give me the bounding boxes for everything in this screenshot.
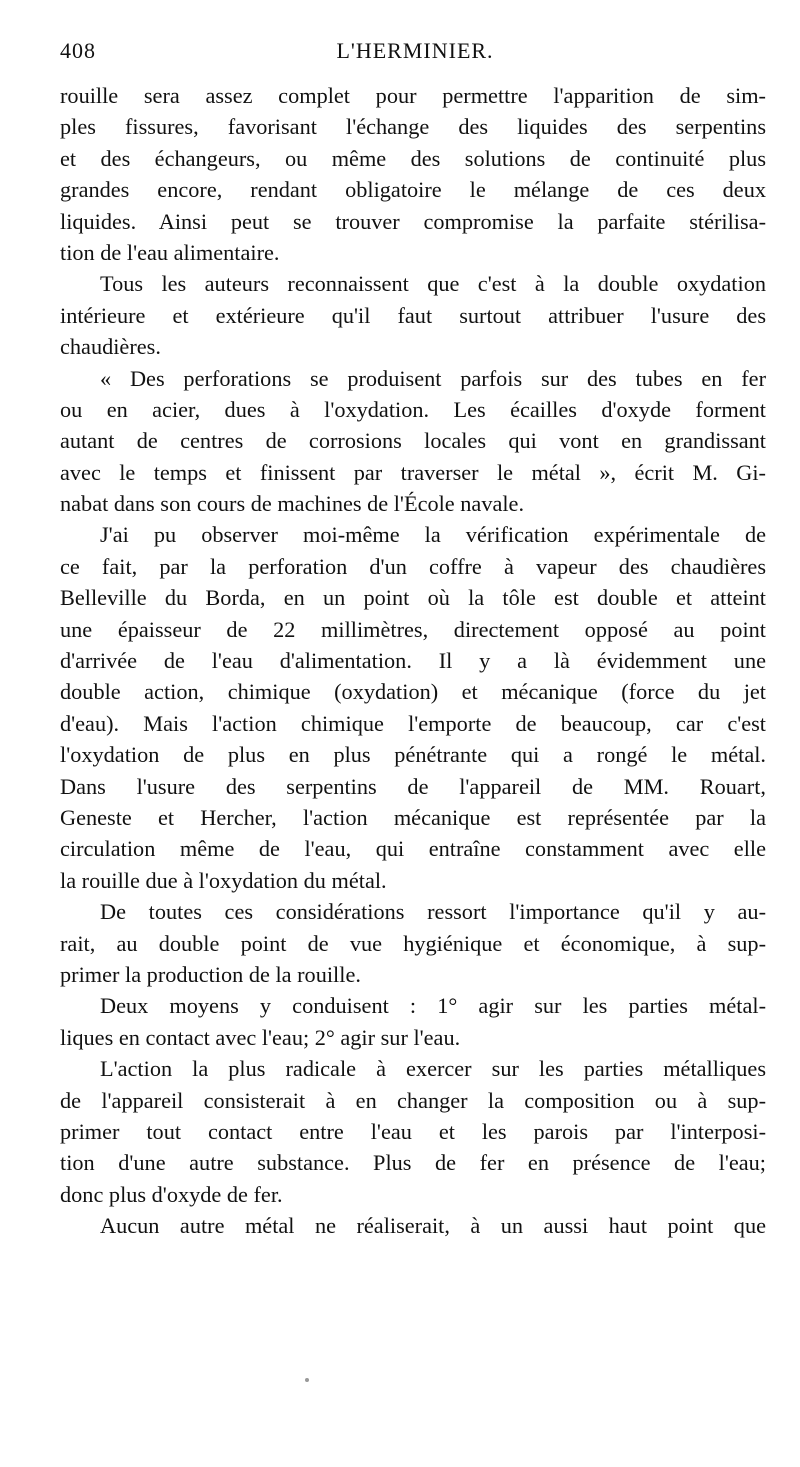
- text-line: Deux moyens y conduisent : 1° agir sur les parties métal-: [100, 993, 766, 1019]
- paragraph: [60, 990, 766, 1053]
- paragraph: [60, 896, 766, 990]
- text-line: intérieure et extérieure qu'il faut surtout attribuer l'usure des: [60, 302, 766, 328]
- text-line: l'oxydation de plus en plus pénétrante qui a rongé le métal.: [60, 742, 766, 768]
- text-line: liquides. Ainsi peut se trouver compromise la parfaite stérilisa-: [60, 208, 766, 234]
- text-line: chaudières.: [60, 334, 161, 360]
- text-line: liques en contact avec l'eau; 2° agir sur l'eau.: [60, 1024, 461, 1050]
- page-number: 408: [60, 38, 96, 63]
- text-line: Aucun autre métal ne réaliserait, à un aussi haut point que: [100, 1213, 766, 1239]
- page-header: [60, 38, 770, 70]
- text-line: double action, chimique (oxydation) et mécanique (force du jet: [60, 679, 766, 705]
- text-line: autant de centres de corrosions locales qui vont en grandissant: [60, 428, 766, 454]
- paragraph: [60, 1210, 766, 1241]
- body-text: [60, 80, 766, 1241]
- text-line: et des échangeurs, ou même des solutions de continuité plus: [60, 145, 766, 171]
- paper-speck: [305, 1378, 309, 1382]
- running-title: L'HERMINIER.: [336, 38, 494, 63]
- text-line: Tous les auteurs reconnaissent que c'est à la double oxydation: [100, 271, 766, 297]
- text-line: ce fait, par la perforation d'un coffre à vapeur des chaudières: [60, 553, 766, 579]
- text-line: Belleville du Borda, en un point où la tôle est double et atteint: [60, 585, 766, 611]
- text-line: nabat dans son cours de machines de l'École navale.: [60, 491, 525, 517]
- text-line: Dans l'usure des serpentins de l'appareil de MM. Rouart,: [60, 773, 766, 799]
- text-line: avec le temps et finissent par traverser le métal », écrit M. Gi-: [60, 459, 766, 485]
- text-line: tion de l'eau alimentaire.: [60, 239, 280, 265]
- text-line: L'action la plus radicale à exercer sur les parties métalliques: [100, 1056, 766, 1082]
- text-line: la rouille due à l'oxydation du métal.: [60, 867, 387, 893]
- text-line: « Des perforations se produisent parfois sur des tubes en fer: [100, 365, 766, 391]
- text-line: J'ai pu observer moi-même la vérification expérimentale de: [100, 522, 766, 548]
- text-line: primer tout contact entre l'eau et les parois par l'interposi-: [60, 1118, 766, 1144]
- text-line: une épaisseur de 22 millimètres, directement opposé au point: [60, 616, 766, 642]
- text-line: rait, au double point de vue hygiénique et économique, à sup-: [60, 930, 766, 956]
- paragraph: [60, 80, 766, 268]
- text-line: de l'appareil consisterait à en changer la composition ou à sup-: [60, 1087, 766, 1113]
- paragraph: [60, 1053, 766, 1210]
- text-line: Geneste et Hercher, l'action mécanique est représentée par la: [60, 804, 766, 830]
- text-line: d'eau). Mais l'action chimique l'emporte de beaucoup, car c'est: [60, 710, 766, 736]
- paragraph: [60, 268, 766, 362]
- paragraph: [60, 363, 766, 520]
- text-line: ples fissures, favorisant l'échange des liquides des serpentins: [60, 114, 766, 140]
- text-line: donc plus d'oxyde de fer.: [60, 1181, 283, 1207]
- text-line: tion d'une autre substance. Plus de fer en présence de l'eau;: [60, 1150, 766, 1176]
- text-line: De toutes ces considérations ressort l'importance qu'il y au-: [100, 899, 766, 925]
- text-line: rouille sera assez complet pour permettre l'apparition de sim-: [60, 83, 766, 108]
- text-line: circulation même de l'eau, qui entraîne constamment avec elle: [60, 836, 766, 862]
- text-line: grandes encore, rendant obligatoire le mélange de ces deux: [60, 177, 766, 203]
- paragraph: [60, 519, 766, 896]
- text-line: ou en acier, dues à l'oxydation. Les écailles d'oxyde forment: [60, 396, 766, 422]
- text-line: d'arrivée de l'eau d'alimentation. Il y a là évidemment une: [60, 648, 766, 674]
- text-line: primer la production de la rouille.: [60, 961, 361, 987]
